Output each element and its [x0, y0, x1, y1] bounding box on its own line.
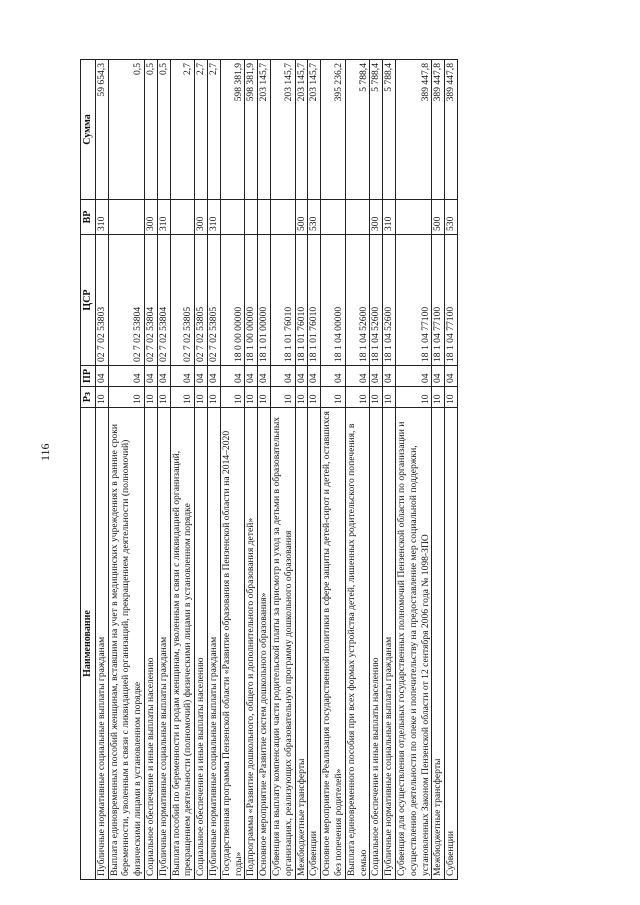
- cell-pr: 04: [308, 366, 321, 387]
- cell-pr: 04: [445, 366, 458, 387]
- cell-name: Межбюджетные трансферты: [432, 408, 445, 880]
- table-row: [432, 60, 445, 880]
- table-row: [108, 60, 144, 880]
- table-row: [157, 60, 170, 880]
- cell-pr: 04: [95, 366, 108, 387]
- cell-sum: 389 447,8: [395, 60, 431, 200]
- cell-rz: 10: [220, 387, 245, 408]
- cell-name: Основное мероприятие «Развитие систем дошкольного образования»: [258, 408, 271, 880]
- table-row: [258, 60, 271, 880]
- cell-csr: 02 7 02 53805: [207, 235, 220, 366]
- cell-vr: [270, 200, 295, 235]
- cell-sum: 203 145,7: [295, 60, 308, 200]
- header-csr: ЦСР: [81, 235, 96, 366]
- cell-name: Субвенция для осуществления отдельных государственных полномочий Пензенской области по организации и осуществлению деятельности по опеке и попечительству на предоставление мер социальной поддержки, установленных Законом Пензенской области от 12 сентября 2006 года № 1098-ЗПО: [395, 408, 431, 880]
- cell-csr: 18 1 04 77100: [395, 235, 431, 366]
- header-vr: ВР: [81, 200, 96, 235]
- cell-rz: 10: [308, 387, 321, 408]
- cell-vr: 300: [144, 200, 157, 235]
- table-row: [195, 60, 208, 880]
- rotated-table-container: [80, 60, 590, 880]
- cell-vr: 310: [95, 200, 108, 235]
- cell-name: Субвенции: [308, 408, 321, 880]
- cell-pr: 04: [270, 366, 295, 387]
- cell-vr: 500: [295, 200, 308, 235]
- cell-name: Публичные нормативные социальные выплаты гражданам: [207, 408, 220, 880]
- cell-name: Подпрограмма «Развитие дошкольного, общего и дополнительного образования детей»: [245, 408, 258, 880]
- cell-pr: 04: [144, 366, 157, 387]
- cell-sum: 2,7: [195, 60, 208, 200]
- cell-sum: 598 381,9: [220, 60, 245, 200]
- cell-sum: 5 788,4: [345, 60, 370, 200]
- cell-csr: 02 7 02 53805: [170, 235, 195, 366]
- cell-vr: 310: [157, 200, 170, 235]
- cell-rz: 10: [108, 387, 144, 408]
- cell-csr: 18 1 01 76010: [308, 235, 321, 366]
- cell-rz: 10: [258, 387, 271, 408]
- cell-rz: 10: [445, 387, 458, 408]
- cell-rz: 10: [144, 387, 157, 408]
- cell-name: Основное мероприятие «Реализация государственной политики в сфере защиты детей-сирот и детей, оставшихся без попечения родителей»: [321, 408, 346, 880]
- cell-sum: 203 145,7: [270, 60, 295, 200]
- cell-sum: 5 788,4: [370, 60, 383, 200]
- cell-pr: 04: [321, 366, 346, 387]
- cell-rz: 10: [195, 387, 208, 408]
- cell-pr: 04: [370, 366, 383, 387]
- cell-csr: 18 1 04 77100: [432, 235, 445, 366]
- cell-sum: 59 654,3: [95, 60, 108, 200]
- header-rz: Рз: [81, 387, 96, 408]
- table-row: [321, 60, 346, 880]
- cell-vr: 500: [432, 200, 445, 235]
- cell-name: Выплата единовременных пособий женщинам, вставшим на учет в медицинских учреждениях в ранние сроки беременности, уволенным в связи с ликвидацией организаций, прекращением деятельности (полномочий) физическими лицами в установленном порядке: [108, 408, 144, 880]
- cell-rz: 10: [395, 387, 431, 408]
- cell-vr: 530: [445, 200, 458, 235]
- table-row: [144, 60, 157, 880]
- cell-sum: 389 447,8: [432, 60, 445, 200]
- cell-name: Публичные нормативные социальные выплаты гражданам: [95, 408, 108, 880]
- cell-vr: [245, 200, 258, 235]
- cell-sum: 0,5: [144, 60, 157, 200]
- cell-name: Социальное обеспечение и иные выплаты населению: [144, 408, 157, 880]
- cell-pr: 04: [207, 366, 220, 387]
- table-row: [207, 60, 220, 880]
- cell-pr: 04: [395, 366, 431, 387]
- cell-pr: 04: [170, 366, 195, 387]
- cell-vr: [321, 200, 346, 235]
- cell-csr: 18 1 04 52600: [370, 235, 383, 366]
- cell-csr: 18 1 04 52600: [345, 235, 370, 366]
- table-header-row: [81, 60, 96, 880]
- cell-pr: 04: [108, 366, 144, 387]
- table-row: [245, 60, 258, 880]
- header-name: Наименование: [81, 408, 96, 880]
- cell-vr: 530: [308, 200, 321, 235]
- cell-csr: 18 1 01 76010: [295, 235, 308, 366]
- cell-csr: 02 7 02 53804: [108, 235, 144, 366]
- header-sum: Сумма: [81, 60, 96, 200]
- cell-vr: [395, 200, 431, 235]
- table-row: [395, 60, 431, 880]
- cell-rz: 10: [370, 387, 383, 408]
- cell-name: Государственная программа Пензенской области «Развитие образования в Пензенской области на 2014–2020 годы»: [220, 408, 245, 880]
- cell-csr: 18 1 04 52600: [383, 235, 396, 366]
- cell-vr: [108, 200, 144, 235]
- table-row: [370, 60, 383, 880]
- table-row: [445, 60, 458, 880]
- cell-rz: 10: [270, 387, 295, 408]
- cell-name: Межбюджетные трансферты: [295, 408, 308, 880]
- cell-vr: 300: [370, 200, 383, 235]
- cell-rz: 10: [170, 387, 195, 408]
- cell-vr: 310: [383, 200, 396, 235]
- cell-rz: 10: [245, 387, 258, 408]
- table-row: [308, 60, 321, 880]
- cell-csr: 18 1 04 77100: [445, 235, 458, 366]
- cell-rz: 10: [157, 387, 170, 408]
- cell-sum: 598 381,9: [245, 60, 258, 200]
- cell-sum: 2,7: [170, 60, 195, 200]
- cell-sum: 203 145,7: [308, 60, 321, 200]
- cell-rz: 10: [95, 387, 108, 408]
- cell-csr: 02 7 02 53805: [195, 235, 208, 366]
- cell-name: Социальное обеспечение и иные выплаты населению: [195, 408, 208, 880]
- cell-name: Субвенция на выплату компенсации части родительской платы за присмотр и уход за детьми в образовательных организациях, реализующих образовательную программу дошкольного образования: [270, 408, 295, 880]
- table-row: [345, 60, 370, 880]
- cell-csr: 18 1 01 00000: [258, 235, 271, 366]
- cell-csr: 18 1 00 00000: [245, 235, 258, 366]
- cell-vr: 310: [207, 200, 220, 235]
- cell-sum: 0,5: [157, 60, 170, 200]
- cell-pr: 04: [157, 366, 170, 387]
- cell-rz: 10: [207, 387, 220, 408]
- table-row: [383, 60, 396, 880]
- cell-csr: 02 7 02 53803: [95, 235, 108, 366]
- cell-pr: 04: [220, 366, 245, 387]
- cell-rz: 10: [383, 387, 396, 408]
- cell-vr: [170, 200, 195, 235]
- cell-sum: 389 447,8: [445, 60, 458, 200]
- cell-vr: [345, 200, 370, 235]
- cell-rz: 10: [432, 387, 445, 408]
- table-row: [295, 60, 308, 880]
- cell-pr: 04: [383, 366, 396, 387]
- cell-pr: 04: [258, 366, 271, 387]
- table-row: [220, 60, 245, 880]
- table-body: [95, 60, 457, 880]
- cell-name: Социальное обеспечение и иные выплаты населению: [370, 408, 383, 880]
- table-row: [270, 60, 295, 880]
- cell-csr: 18 0 00 00000: [220, 235, 245, 366]
- cell-vr: [258, 200, 271, 235]
- cell-rz: 10: [295, 387, 308, 408]
- cell-sum: 2,7: [207, 60, 220, 200]
- cell-csr: 02 7 02 53804: [157, 235, 170, 366]
- cell-rz: 10: [345, 387, 370, 408]
- budget-table: [80, 59, 458, 880]
- cell-csr: 02 7 02 53804: [144, 235, 157, 366]
- cell-rz: 10: [321, 387, 346, 408]
- cell-pr: 04: [345, 366, 370, 387]
- cell-csr: 18 1 04 00000: [321, 235, 346, 366]
- table-row: [170, 60, 195, 880]
- cell-sum: 0,5: [108, 60, 144, 200]
- cell-vr: [220, 200, 245, 235]
- cell-sum: 203 145,7: [258, 60, 271, 200]
- cell-pr: 04: [295, 366, 308, 387]
- cell-name: Субвенции: [445, 408, 458, 880]
- cell-sum: 5 788,4: [383, 60, 396, 200]
- page-number: 116: [38, 443, 52, 461]
- cell-pr: 04: [245, 366, 258, 387]
- cell-name: Публичные нормативные социальные выплаты гражданам: [157, 408, 170, 880]
- cell-sum: 395 236,2: [321, 60, 346, 200]
- header-pr: ПР: [81, 366, 96, 387]
- cell-pr: 04: [432, 366, 445, 387]
- cell-csr: 18 1 01 76010: [270, 235, 295, 366]
- cell-name: Публичные нормативные социальные выплаты гражданам: [383, 408, 396, 880]
- cell-pr: 04: [195, 366, 208, 387]
- cell-vr: 300: [195, 200, 208, 235]
- cell-name: Выплата пособий по беременности и родам женщинам, уволенным в связи с ликвидацией организаций, прекращением деятельности (полномочий) физическими лицами в установленном порядке: [170, 408, 195, 880]
- cell-name: Выплата единовременного пособия при всех формах устройства детей, лишенных родительского попечения, в семью: [345, 408, 370, 880]
- table-row: [95, 60, 108, 880]
